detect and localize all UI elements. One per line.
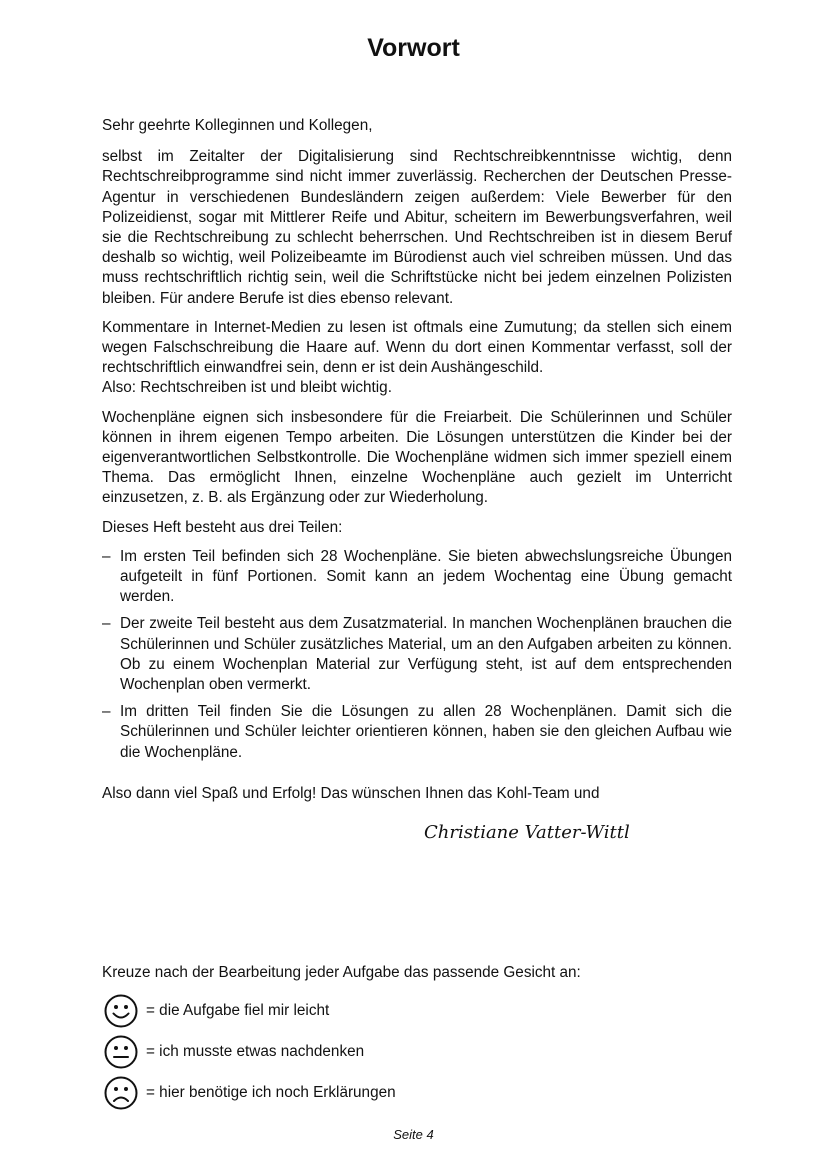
page-title: Vorwort <box>367 34 460 62</box>
list-item-text: Im dritten Teil finden Sie die Lösungen zu allen 28 Wochenplänen. Damit sich die Schülerinnen und Schüler leichter orientieren können, haben sie den gleichen Aufbau wie die Wochenpläne. <box>120 703 732 761</box>
legend-text: = die Aufgabe fiel mir leicht <box>146 1002 330 1019</box>
paragraph-fazit: Also: Rechtschreiben ist und bleibt wichtig. <box>102 379 392 397</box>
paragraph-heft-teile: Dieses Heft besteht aus drei Teilen: <box>102 518 343 536</box>
legend-text: = ich musste etwas nachdenken <box>146 1043 365 1060</box>
page-number: Seite 4 <box>393 1127 434 1142</box>
greeting: Sehr geehrte Kolleginnen und Kollegen, <box>102 117 373 134</box>
list-dash: – <box>102 547 111 565</box>
legend-row-easy <box>104 994 396 1028</box>
smiley-sad-icon <box>104 1076 138 1110</box>
paragraph-recherche: selbst im Zeitalter der Digitalisierung sind Rechtschreibkenntnisse wichtig, denn Rechtschreibprogramme sind nicht immer zuverlässig. Recherchen der Deutschen Presse-Agentur in verschiedenen Bundesländern zeigen außerdem: Viele Bewerber für den Polizeidienst, sogar mit Mittlerer Reife und Abitur, scheitern im Bewerbungsverfahren, weil sie die Rechtschreibung zu schlecht beherrschen. Und Rechtschreiben ist in diesem Beruf deshalb so wichtig, weil Polizeibeamte im Bürodienst auch viel schreiben müssen. Und das muss rechtschriftlich richtig sein, weil die Schriftstücke nicht bei jedem einzelnen Polizisten bleiben. Für andere Berufe ist dies ebenso relevant. <box>102 148 732 307</box>
list-dash: – <box>102 615 111 633</box>
paragraph-wochenplaene: Wochenpläne eignen sich insbesondere für die Freiarbeit. Die Schülerinnen und Schüler können in ihrem eigenen Tempo arbeiten. Die Lösungen unterstützen die Kinder bei der eigenverantwortlichen Selbstkontrolle. Die Wochenpläne widmen sich immer speziell einem Thema. Das ermöglicht Ihnen, einzelne Wochenpläne auch gezielt im Unterricht einzusetzen, z. B. als Ergänzung oder zur Wiederholung. <box>102 408 732 507</box>
list-dash: – <box>102 703 111 721</box>
closing-line: Also dann viel Spaß und Erfolg! Das wünschen Ihnen das Kohl-Team und <box>102 784 600 802</box>
paragraph-kommentare: Kommentare in Internet-Medien zu lesen ist oftmals eine Zumutung; da stellen sich einem wegen Falschschreibung die Haare auf. Wenn du dort einen Kommentar verfasst, soll der rechtschriftlich einwandfrei sein, denn er ist dein Aushängeschild. <box>102 318 732 377</box>
list-item-text: Im ersten Teil befinden sich 28 Wochenpläne. Sie bieten abwechslungsreiche Übungen aufgeteilt in fünf Portionen. Somit kann an jedem Wochentag eine Übung gemacht werden. <box>120 547 732 606</box>
smiley-legend <box>104 994 396 1117</box>
smiley-happy-icon <box>104 994 138 1028</box>
parts-list <box>102 547 732 763</box>
list-item-text: Der zweite Teil besteht aus dem Zusatzmaterial. In manchen Wochenplänen brauchen die Schülerinnen und Schüler zusätzliches Material, um an den Aufgaben arbeiten zu können. Ob zu einem Wochenplan Material zur Verfügung steht, ist auf dem entsprechenden Wochenplan oben vermerkt. <box>120 615 732 694</box>
legend-text: = hier benötige ich noch Erklärungen <box>146 1084 396 1101</box>
signature: Christiane Vatter-Wittl <box>424 822 630 843</box>
list-item <box>102 702 732 763</box>
legend-row-hard <box>104 1076 396 1110</box>
legend-row-medium <box>104 1035 396 1069</box>
smiley-neutral-icon <box>104 1035 138 1069</box>
list-item <box>102 547 732 608</box>
instruction-text: Kreuze nach der Bearbeitung jeder Aufgabe das passende Gesicht an: <box>102 964 581 981</box>
list-item <box>102 614 732 695</box>
preface-body <box>102 116 732 804</box>
